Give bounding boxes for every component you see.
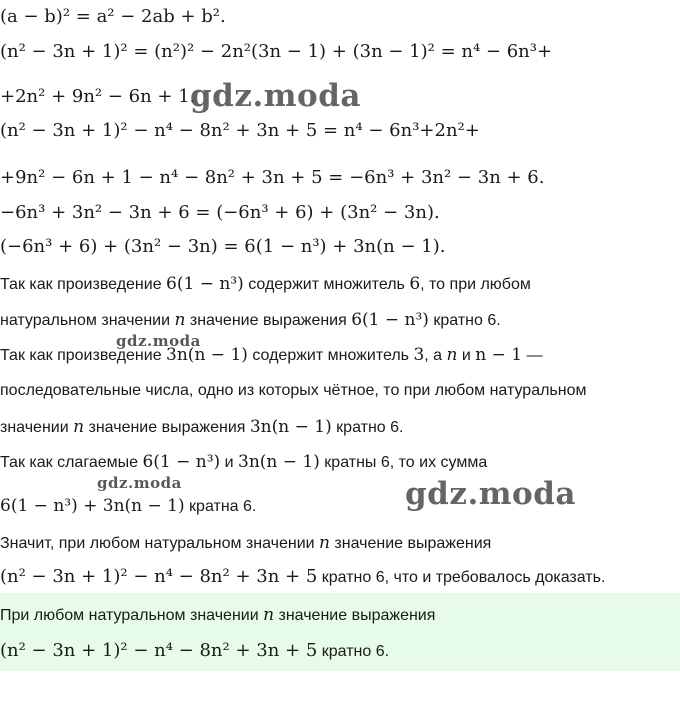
math-span: n − 1 [475, 345, 523, 365]
text-span: содержит множитель [243, 276, 410, 293]
math-span: n [174, 310, 186, 330]
text-span: кратно 6, что и требовалось доказать. [317, 569, 606, 586]
math-span: n [446, 345, 458, 365]
paragraph-line-8 [0, 532, 491, 555]
math-span: 3n(n − 1) [238, 452, 320, 472]
text-span: кратно 6. [331, 419, 404, 436]
text-span: и [457, 347, 476, 364]
text-span: последовательные числа, одно из которых чётное, то при любом натуральном [0, 382, 587, 399]
text-span: значение выражения [185, 312, 352, 329]
text-span: , а [424, 347, 447, 364]
paragraph-line-6 [0, 451, 487, 474]
paragraph-line-5 [0, 416, 403, 439]
paragraph-line-9 [0, 565, 605, 590]
text-span: Так как произведение [0, 347, 167, 364]
formula-line-2: (n² − 3n + 1)² = (n²)² − 2n²(3n − 1) + (3n − 1)² = n⁴ − 6n³+ [0, 41, 553, 62]
text-span: значении [0, 419, 74, 436]
math-span: 3 [413, 345, 425, 365]
math-span: (n² − 3n + 1)² − n⁴ − 8n² + 3n + 5 [0, 566, 318, 587]
math-span: 6(1 − n³) [142, 452, 221, 472]
math-span: 6 [409, 274, 421, 294]
math-span: n [73, 417, 85, 437]
formula-line-7: (−6n³ + 6) + (3n² − 3n) = 6(1 − n³) + 3n(n − 1). [0, 236, 446, 257]
text-span: значение выражения [84, 419, 250, 436]
text-span: кратно 6. [428, 312, 501, 329]
math-span: (n² − 3n + 1)² − n⁴ − 8n² + 3n + 5 [0, 640, 318, 661]
text-span: При любом натуральном значении [0, 607, 264, 624]
paragraph-line-3 [0, 344, 543, 367]
text-span: Значит, при любом натуральном значении [0, 535, 320, 552]
formula-line-1: (a − b)² = a² − 2ab + b². [0, 6, 226, 27]
answer-line-2 [0, 639, 389, 664]
math-span: 6(1 − n³) [351, 310, 429, 330]
text-span: кратны 6, то их сумма [319, 454, 488, 471]
text-span: и [220, 454, 238, 471]
text-span: содержит множитель [247, 347, 414, 364]
math-span: 3n(n − 1) [166, 345, 248, 365]
watermark-logo: gdz.moda [190, 78, 361, 114]
math-span: 3n(n − 1) [249, 417, 332, 437]
paragraph-line-7 [0, 495, 256, 518]
math-span: n [263, 605, 275, 625]
math-span: 6(1 − n³) [166, 274, 244, 294]
text-span: кратна 6. [184, 498, 257, 515]
watermark-logo: gdz.moda [116, 332, 201, 350]
text-span: — [522, 347, 543, 364]
math-span: 6(1 − n³) + 3n(n − 1) [0, 496, 185, 516]
paragraph-line-2 [0, 309, 501, 332]
text-span: , то при любом [420, 276, 531, 293]
text-span: Так как слагаемые [0, 454, 143, 471]
text-span: значение выражения [274, 607, 436, 624]
text-span: значение выражения [329, 535, 492, 552]
formula-line-3: +2n² + 9n² − 6n + 1. [0, 86, 196, 107]
math-span: n [319, 533, 330, 553]
watermark-logo: gdz.moda [405, 476, 576, 512]
watermark-logo: gdz.moda [97, 474, 182, 492]
text-span: Так как произведение [0, 276, 167, 293]
paragraph-line-4 [0, 380, 587, 402]
text-span: кратно 6. [317, 643, 390, 660]
paragraph-line-1 [0, 273, 531, 296]
formula-line-4: (n² − 3n + 1)² − n⁴ − 8n² + 3n + 5 = n⁴ − 6n³+2n²+ [0, 120, 480, 141]
formula-line-6: −6n³ + 3n² − 3n + 6 = (−6n³ + 6) + (3n² − 3n). [0, 202, 440, 223]
formula-line-5: +9n² − 6n + 1 − n⁴ − 8n² + 3n + 5 = −6n³ + 3n² − 3n + 6. [0, 167, 545, 188]
text-span: натуральном значении [0, 312, 175, 329]
answer-line-1 [0, 604, 435, 627]
